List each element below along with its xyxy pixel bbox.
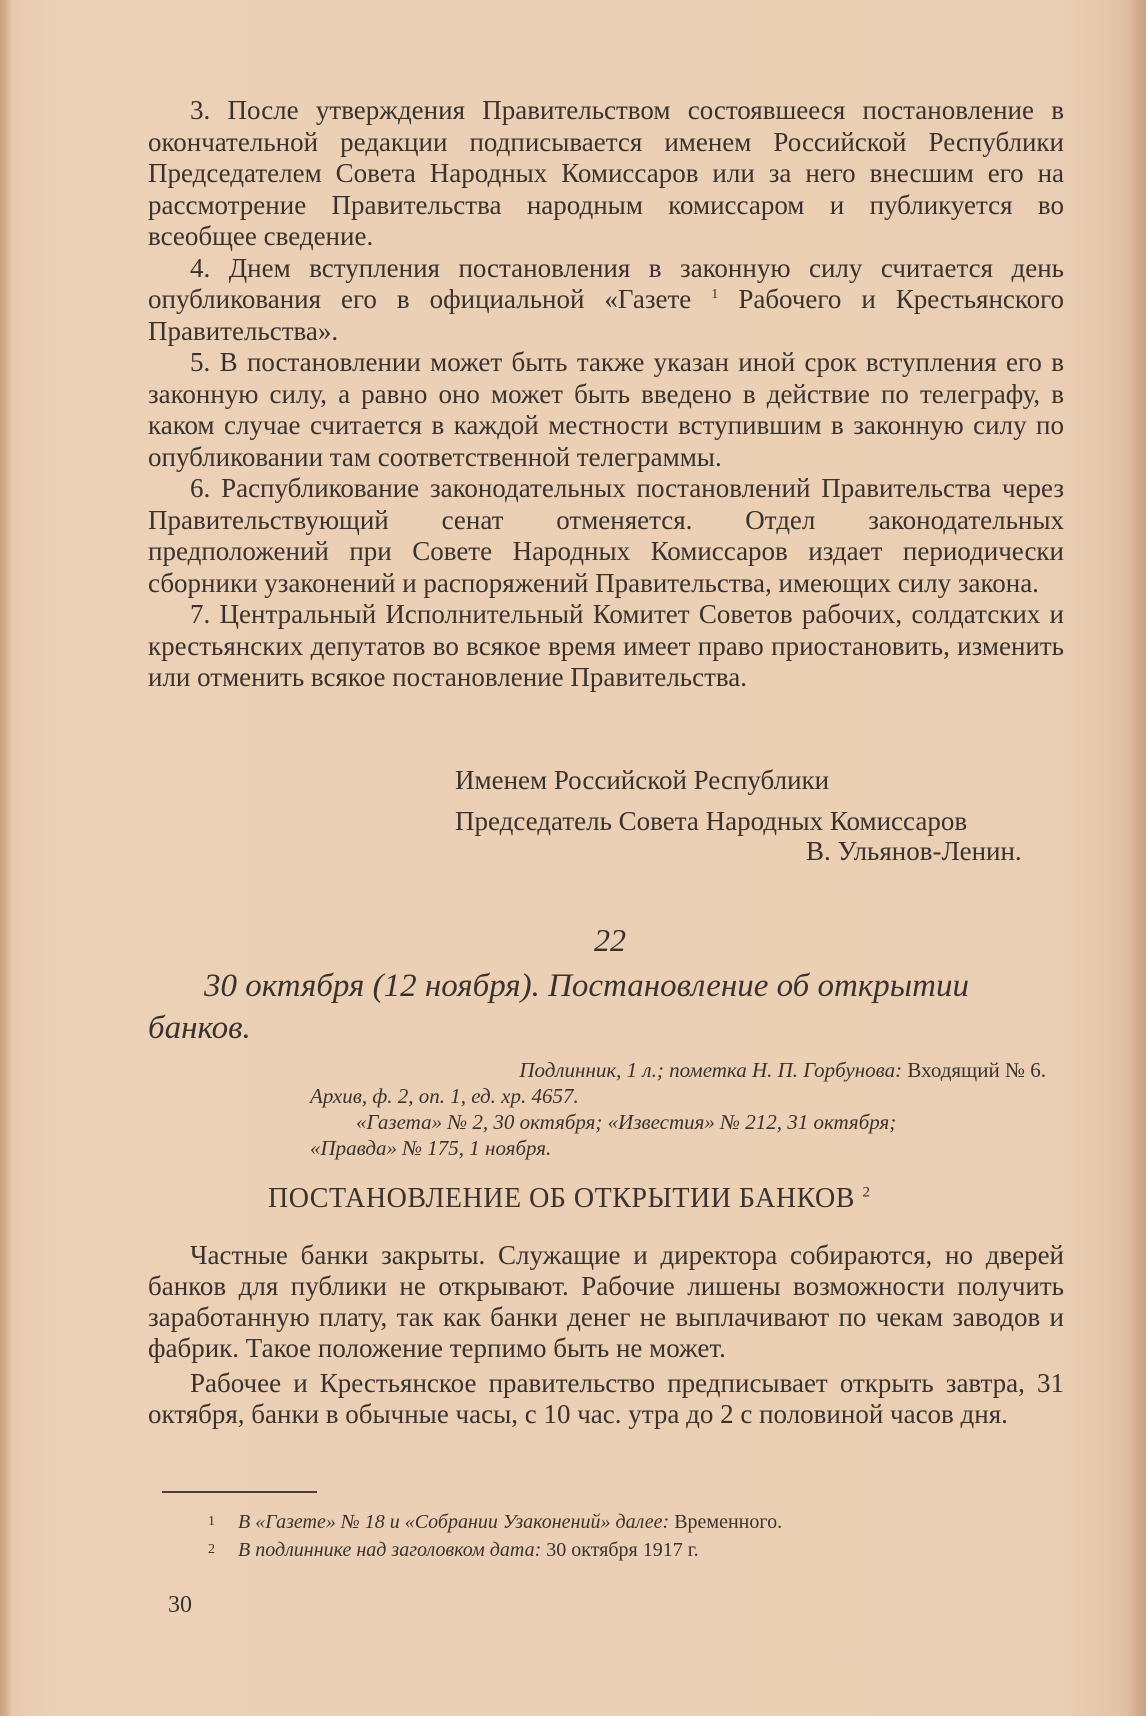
item-5: 5. В постановлении может быть также указан иной срок вступления его в законную силу, а равно оно может быть введено в действие по телеграфу, в каком случае считается в каждой местности вступившим в законную силу по опубликовании там соответственной телеграммы. <box>148 347 1064 472</box>
item-6: 6. Распубликование законодательных постановлений Правительства через Правительствующий сенат отменяется. Отдел законодательных предположений при Совете Народных Комиссаров издает периодически сборники узаконений и распоряжений Правительства, имеющих силу закона. <box>148 473 1064 598</box>
decree-body <box>148 1240 1064 1430</box>
footnote-1: 1 В «Газете» № 18 и «Собрании Узаконений» далее: Временного. <box>208 1511 783 1533</box>
body-paragraph: Частные банки закрыты. Служащие и директора собираются, но дверей банков для публики не открывают. Рабочие лишены возможности получить заработанную плату, так как банки денег не выплачивают по чекам заводов и фабрик. Такое положение терпимо быть не может. <box>148 1240 1064 1363</box>
signature-name: В. Ульянов-Ленин. <box>806 836 1022 866</box>
section-heading: ПОСТАНОВЛЕНИЕ ОБ ОТКРЫТИИ БАНКОВ $^2$ <box>268 1183 871 1214</box>
item-7: 7. Центральный Исполнительный Комитет Советов рабочих, солдатских и крестьянских депутатов во всякое время имеет право приостановить, изменить или отменить всякое постановление Правительства. <box>148 599 1064 692</box>
footnote-ref-1: 1 <box>711 287 719 302</box>
source-line-1: Подлинник, 1 л.; пометка Н. П. Горбунова: Входящий № 6. <box>519 1058 1046 1082</box>
document-number: 22 <box>594 922 626 958</box>
source-line-4: «Правда» № 175, 1 ноября. <box>310 1136 552 1160</box>
source-line-2: Архив, ф. 2, оп. 1, ед. хр. 4657. <box>310 1084 579 1108</box>
footnote-divider <box>162 1491 317 1493</box>
footnote-ref-2: 2 <box>862 1184 871 1201</box>
page-number: 30 <box>168 1592 192 1618</box>
source-line-3: «Газета» № 2, 30 октября; «Известия» № 212, 31 октября; <box>356 1110 897 1134</box>
body-paragraph: Рабочее и Крестьянское правительство предписывает открыть завтра, 31 октября, банки в обычные часы, с 10 час. утра до 2 с половиной часов дня. <box>148 1368 1064 1429</box>
item-3: 3. После утверждения Правительством состоявшееся постановление в окончательной редакции подписывается именем Российской Республики Председателем Совета Народных Комиссаров или за него внесшим его на рассмотрение Правительства народным комиссаром и публикуется во всеобщее сведение. <box>148 95 1064 251</box>
signature-line-1: Именем Российской Республики <box>455 765 830 795</box>
decree-continuation <box>148 95 1064 694</box>
footnote-2: 2 В подлиннике над заголовком дата: 30 октября 1917 г. <box>208 1539 699 1561</box>
item-4: 4. Днем вступления постановления в законную силу считается день опубликования его в официальной «Газете $^1$ Рабочего и Крестьянского Правительства». <box>148 252 1065 346</box>
document-title: 30 октября (12 ноября). Постановление об открытии банков. <box>148 968 969 1046</box>
signature-line-2: Председатель Совета Народных Комиссаров <box>455 806 968 836</box>
